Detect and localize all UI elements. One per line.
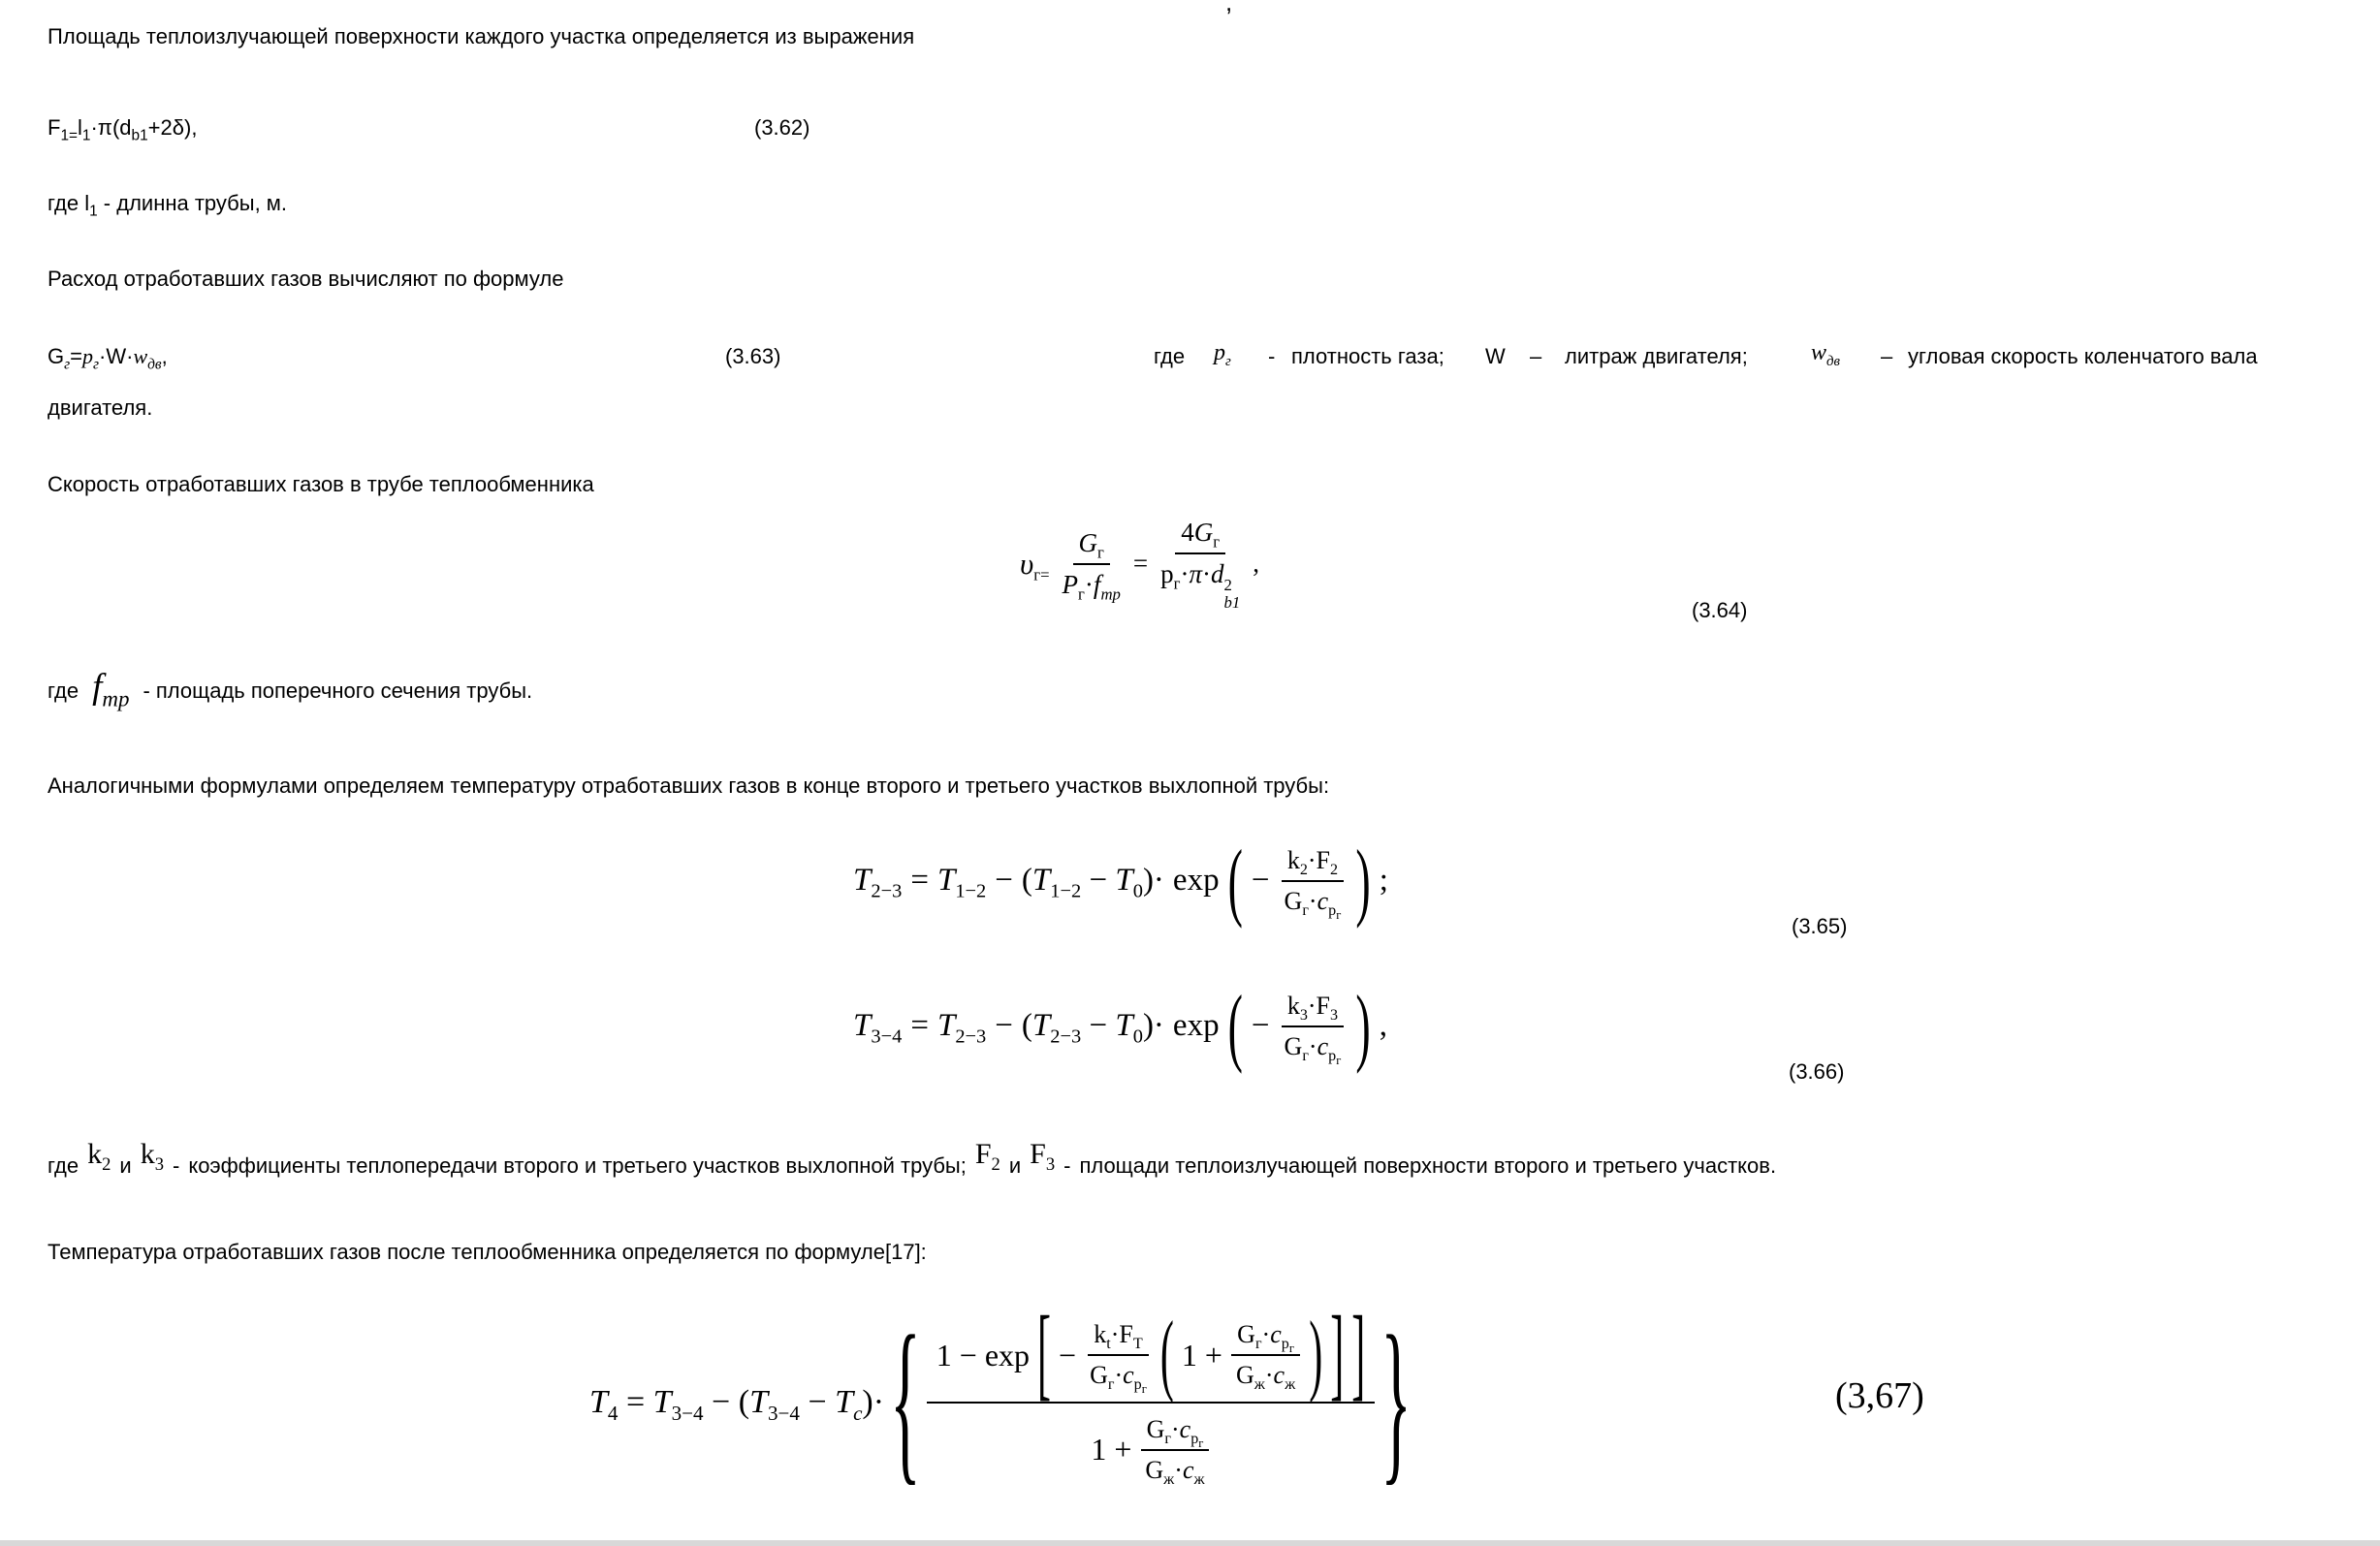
- numerator: [1231, 1318, 1300, 1356]
- equals: =: [618, 1384, 653, 1421]
- big-right-bracket: ]: [1351, 1298, 1366, 1412]
- minus: −: [1251, 863, 1270, 899]
- subscript: 2−3: [871, 880, 903, 902]
- var-k: k: [87, 1138, 103, 1170]
- superscript: 2: [1223, 576, 1232, 595]
- equation-3-64: [1020, 512, 1259, 616]
- minus: −: [1081, 863, 1116, 899]
- numerator: [1088, 1318, 1148, 1356]
- equation-number-3-63: (3.63): [725, 344, 781, 368]
- and-word: и: [1008, 1153, 1022, 1178]
- subscript: г: [1213, 532, 1221, 552]
- subscript: c: [853, 1402, 863, 1426]
- denominator: [1139, 1451, 1210, 1487]
- dot: ·: [1308, 1032, 1317, 1060]
- subscript: 3: [1045, 1154, 1056, 1175]
- dot: ·: [1174, 1455, 1183, 1484]
- var-T: T: [1115, 863, 1133, 899]
- var-p: p: [1160, 558, 1174, 588]
- subscript: г: [64, 356, 71, 373]
- subscript: [1190, 1431, 1204, 1451]
- dot: ·: [1264, 1361, 1274, 1390]
- subscript: 0: [1132, 1025, 1143, 1048]
- denominator: [1230, 1356, 1301, 1392]
- one-minus-exp: 1 − exp: [936, 1337, 1031, 1372]
- dot: ·: [1261, 1320, 1271, 1349]
- where-word: где: [48, 191, 85, 215]
- coefficient-4: 4: [1181, 517, 1194, 547]
- var-f: f: [92, 667, 103, 707]
- subscript: 2−3: [1050, 1025, 1082, 1048]
- var-c: c: [1182, 1455, 1194, 1484]
- big-right-paren: ): [1309, 1305, 1323, 1405]
- left-paren: (: [1021, 863, 1032, 899]
- equation-number-3-64: (3.64): [1692, 598, 1748, 622]
- dot: ·: [1202, 558, 1212, 588]
- subscript: г: [1097, 543, 1104, 562]
- var-T: T: [1031, 863, 1051, 899]
- dash: -: [1063, 1153, 1071, 1178]
- denominator: [1279, 1027, 1348, 1068]
- var-T: T: [749, 1384, 768, 1421]
- subscript: 3: [1299, 1007, 1308, 1025]
- subscript: mp: [102, 686, 130, 711]
- main-numerator: [927, 1298, 1375, 1412]
- subscript: 0: [1132, 880, 1143, 902]
- big-right-paren: ): [1355, 977, 1371, 1074]
- exp-operator: exp: [1172, 1008, 1220, 1044]
- var-k: k: [1094, 1320, 1107, 1349]
- fraction: [1155, 516, 1246, 614]
- subscript: 3−4: [871, 1025, 903, 1048]
- paren-term: [1021, 1008, 1164, 1048]
- var-w-dv: [1811, 340, 1840, 369]
- var-F: F: [48, 115, 61, 140]
- exp-operator: exp: [1172, 863, 1220, 899]
- subscript: 2: [991, 1154, 1000, 1175]
- denominator: [1057, 565, 1127, 602]
- subscript: дв: [1826, 353, 1840, 369]
- dot: ·: [1307, 992, 1317, 1021]
- var-l: l: [84, 191, 90, 215]
- subscript: г: [1302, 902, 1309, 920]
- subscript: ж: [1285, 1376, 1296, 1394]
- var-P: P: [1062, 570, 1079, 599]
- subscript: ж: [1253, 1376, 1265, 1394]
- var-G: G: [1146, 1415, 1165, 1443]
- minus: −: [1081, 1008, 1116, 1044]
- dash: -: [173, 1153, 180, 1178]
- subscript: T: [1132, 1336, 1143, 1353]
- comma: ,: [1253, 549, 1260, 579]
- subscript: 1−2: [1050, 880, 1082, 902]
- var-G: G: [1237, 1320, 1255, 1349]
- sup-sub-stack: [1224, 577, 1241, 611]
- subscript: г: [1173, 574, 1181, 593]
- big-left-bracket: [: [1037, 1298, 1052, 1412]
- var-F3: [1030, 1138, 1056, 1175]
- dash: –: [1530, 344, 1542, 368]
- var-F: F: [1030, 1138, 1046, 1170]
- equals: =: [910, 863, 929, 899]
- var-k: k: [1286, 846, 1300, 875]
- sub-p: p: [1133, 1376, 1142, 1394]
- subscript: г: [1078, 584, 1085, 604]
- numerator: [1073, 526, 1110, 565]
- where-word: где: [1154, 344, 1186, 368]
- definition-angular-speed: угловая скорость коленчатого вала: [1908, 344, 2258, 368]
- definition-text: - площадь поперечного сечения трубы.: [143, 678, 533, 703]
- var-G: G: [1145, 1455, 1164, 1484]
- var-G: G: [48, 344, 65, 368]
- var-F: F: [1119, 1320, 1133, 1349]
- var-G: G: [1284, 887, 1303, 915]
- sub-p: p: [1328, 902, 1337, 920]
- term-T23: [936, 1008, 987, 1048]
- formula-text: ·W·: [99, 344, 134, 368]
- var-F2: [974, 1138, 1000, 1175]
- subscript: ж: [1163, 1471, 1175, 1489]
- var-G: G: [1284, 1032, 1303, 1060]
- dot: ·: [1084, 570, 1094, 599]
- var-T: T: [652, 1384, 672, 1421]
- var-T: T: [936, 863, 956, 899]
- minus: −: [995, 1008, 1013, 1044]
- var-T: T: [589, 1384, 608, 1421]
- var-fmp: [92, 667, 130, 711]
- sub-p: p: [1190, 1431, 1199, 1448]
- var-c: c: [1273, 1361, 1285, 1390]
- dot: ·: [1110, 1320, 1120, 1349]
- var-T: T: [1031, 1008, 1051, 1044]
- paragraph-flow: Расход отработавших газов вычисляют по формуле: [48, 267, 564, 291]
- var-F: F: [1316, 846, 1331, 875]
- definition-coefficients: коэффициенты теплопередачи второго и третьего участков выхлопной трубы;: [188, 1153, 967, 1178]
- subscript: 1: [89, 203, 98, 220]
- fraction: [1279, 990, 1348, 1068]
- subscript: [1281, 1336, 1294, 1356]
- var-T: T: [853, 863, 872, 899]
- pi: π: [1189, 558, 1203, 588]
- big-right-paren: ): [1355, 832, 1371, 929]
- fraction-kt-FT: [1084, 1318, 1153, 1397]
- equation-3-67: [589, 1291, 1412, 1514]
- var-p: p: [82, 344, 93, 368]
- numerator: [1282, 844, 1344, 882]
- subscript: 2: [1330, 862, 1339, 879]
- sub-sub: г: [1336, 1054, 1342, 1068]
- paragraph-temp-after: Температура отработавших газов после теплообменника определяется по формуле[17]:: [48, 1240, 927, 1264]
- where-word: где: [48, 678, 79, 703]
- numerator: [1175, 516, 1225, 554]
- subscript: г: [1302, 1048, 1309, 1065]
- denominator: [1155, 554, 1246, 613]
- sub-p: p: [1328, 1048, 1337, 1065]
- main-fraction: [927, 1298, 1375, 1491]
- var-c: c: [1317, 1032, 1329, 1060]
- subscript: 1−2: [955, 880, 987, 902]
- definition-density: плотность газа;: [1291, 344, 1444, 368]
- var-k: k: [1286, 992, 1300, 1021]
- definition-areas: площади теплоизлучающей поверхности второго и третьего участков.: [1079, 1153, 1777, 1178]
- term-T12: [936, 863, 987, 902]
- sub-sub: г: [1141, 1382, 1147, 1397]
- one-plus: 1 +: [1091, 1432, 1132, 1467]
- equation-number-3-62: (3.62): [754, 115, 810, 140]
- var-upsilon: υ: [1020, 547, 1034, 582]
- where-l1-line: [48, 190, 287, 218]
- main-denominator: [1081, 1404, 1220, 1491]
- big-left-paren: (: [1227, 977, 1243, 1074]
- var-d: d: [1211, 558, 1224, 588]
- subscript: 3: [1330, 1007, 1339, 1025]
- sub-sub: г: [1198, 1436, 1204, 1451]
- sub-sub: г: [1288, 1341, 1294, 1356]
- fraction: [1057, 526, 1127, 602]
- sub-sub: г: [1336, 908, 1342, 923]
- var-l: l: [78, 115, 82, 140]
- denominator: [1279, 882, 1348, 923]
- var-W: W: [1485, 344, 1506, 368]
- and-word: и: [119, 1153, 132, 1178]
- left-paren: (: [1021, 1008, 1032, 1044]
- dot: ·: [1180, 558, 1190, 588]
- term-T34: [853, 1008, 903, 1048]
- subscript: 2: [1299, 862, 1308, 879]
- equation-number-3-65: (3.65): [1792, 914, 1848, 938]
- subscript: г: [1225, 353, 1231, 369]
- equation-3-66: [853, 972, 1387, 1081]
- velocity-term: [1020, 547, 1050, 582]
- subscript: [1328, 902, 1342, 923]
- dot: ·: [1308, 887, 1317, 915]
- var-p-gas: [1214, 340, 1231, 369]
- window-bottom-edge: [0, 1540, 2380, 1546]
- definition-text: - длинна трубы, м.: [97, 191, 288, 215]
- paren-term: [1021, 863, 1164, 902]
- big-right-brace: }: [1380, 1300, 1412, 1502]
- subscript: 3−4: [767, 1402, 800, 1426]
- subscript: 2−3: [955, 1025, 987, 1048]
- semicolon: ;: [1379, 863, 1388, 899]
- dot: ·: [1307, 846, 1317, 875]
- var-T: T: [853, 1008, 872, 1044]
- minus: −: [995, 863, 1013, 899]
- dot: ·: [1114, 1361, 1124, 1390]
- lhs-term: [589, 1383, 885, 1426]
- equation-3-65: [853, 827, 1388, 935]
- var-T: T: [835, 1384, 854, 1421]
- subscript: 3: [154, 1154, 164, 1175]
- numerator: [1141, 1413, 1210, 1451]
- equation-number-3-67: (3,67): [1835, 1375, 1924, 1416]
- var-k: k: [140, 1138, 155, 1170]
- subscript: дв: [147, 356, 162, 373]
- paragraph-area: Площадь теплоизлучающей поверхности каждого участка определяется из выражения: [48, 24, 915, 48]
- definition-displacement: литраж двигателя;: [1565, 344, 1748, 368]
- subscript: г=: [1033, 565, 1050, 584]
- formula-3-63: [48, 343, 168, 371]
- right-paren: )·: [862, 1384, 885, 1421]
- clipped-character-artifact: ,: [1225, 0, 1233, 16]
- var-F: F: [974, 1138, 992, 1170]
- paragraph-speed: Скорость отработавших газов в трубе теплообменника: [48, 472, 594, 496]
- paragraph-engine: двигателя.: [48, 395, 153, 420]
- fraction-gas-liquid: [1139, 1413, 1210, 1487]
- numerator: [1282, 990, 1344, 1027]
- dash: –: [1881, 344, 1893, 368]
- right-paren: )·: [1142, 863, 1164, 899]
- var-G: G: [1193, 517, 1214, 547]
- big-left-brace: {: [890, 1300, 921, 1502]
- paragraph-analog: Аналогичными формулами определяем температуру отработавших газов в конце второго и третьего участков выхлопной трубы:: [48, 773, 1330, 798]
- dot: ·: [1170, 1415, 1180, 1443]
- minus: −: [703, 1384, 739, 1421]
- subscript: ж: [1193, 1471, 1205, 1489]
- var-w: w: [1811, 340, 1827, 365]
- var-k3: [140, 1138, 164, 1175]
- fraction-gas-liquid: [1230, 1318, 1301, 1392]
- comma: ,: [1379, 1008, 1387, 1044]
- var-G: G: [1078, 527, 1098, 557]
- minus: −: [1251, 1008, 1270, 1044]
- subscript: г: [93, 356, 100, 373]
- where-coefficients-line: [48, 1138, 1777, 1181]
- left-paren: (: [738, 1384, 750, 1421]
- formula-text: +2δ),: [147, 115, 198, 140]
- subscript: t: [1106, 1336, 1111, 1353]
- minus: −: [1059, 1337, 1077, 1372]
- equals: =: [1132, 549, 1149, 579]
- var-T: T: [1115, 1008, 1133, 1044]
- subscript: 3−4: [671, 1402, 704, 1426]
- var-c: c: [1123, 1361, 1134, 1390]
- where-fmp-line: [48, 667, 533, 711]
- right-paren: )·: [1142, 1008, 1164, 1044]
- var-G: G: [1235, 1361, 1254, 1390]
- subscript: b1: [131, 127, 148, 144]
- subscript: г: [1164, 1431, 1171, 1448]
- big-left-paren: (: [1159, 1305, 1174, 1405]
- var-G: G: [1090, 1361, 1108, 1390]
- formula-3-62: [48, 114, 197, 142]
- dash: -: [1268, 344, 1276, 368]
- var-T: T: [936, 1008, 956, 1044]
- var-c: c: [1317, 887, 1329, 915]
- subscript: [1328, 1048, 1342, 1068]
- subscript: mp: [1100, 584, 1121, 604]
- one-plus: 1 +: [1181, 1337, 1222, 1372]
- subscript: 4: [607, 1402, 619, 1426]
- minus: −: [799, 1384, 836, 1421]
- term-T23: [853, 863, 903, 902]
- var-F: F: [1316, 992, 1331, 1021]
- denominator: [1084, 1356, 1153, 1397]
- var-k2: [87, 1138, 111, 1175]
- sub-p: p: [1281, 1336, 1289, 1353]
- big-right-bracket: ]: [1330, 1298, 1345, 1412]
- subscript: [1133, 1376, 1147, 1397]
- equation-number-3-66: (3.66): [1789, 1059, 1845, 1084]
- formula-text: ·π(d: [90, 115, 132, 140]
- var-c: c: [1270, 1320, 1282, 1349]
- var-f: f: [1093, 570, 1101, 599]
- fraction: [1279, 844, 1348, 923]
- subscript: 1: [81, 127, 91, 144]
- subscript: 2: [102, 1154, 111, 1175]
- comma: ,: [161, 344, 168, 368]
- equals: =: [910, 1008, 929, 1044]
- subscript: г: [1107, 1376, 1115, 1394]
- var-c: c: [1179, 1415, 1191, 1443]
- where-word: где: [48, 1153, 79, 1178]
- subscript: 1=: [60, 127, 79, 144]
- var-w: w: [133, 344, 148, 368]
- big-left-paren: (: [1227, 832, 1243, 929]
- var-p: p: [1214, 340, 1225, 365]
- equals: =: [70, 344, 82, 368]
- subscript: г: [1254, 1336, 1262, 1353]
- subscript: b1: [1223, 592, 1241, 612]
